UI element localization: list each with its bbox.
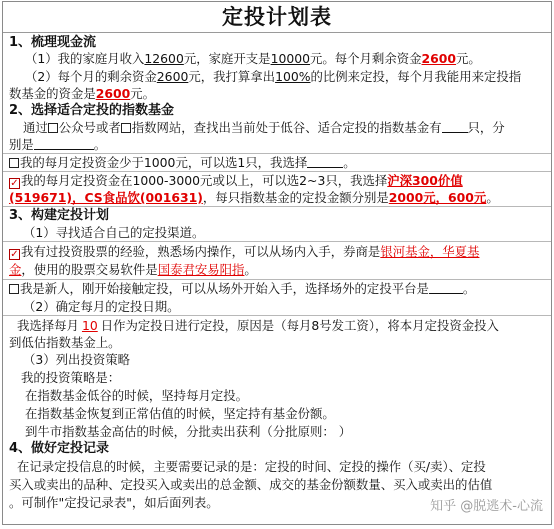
s2-line-2: 别是 。 bbox=[9, 137, 107, 152]
text: 元。 bbox=[130, 86, 156, 101]
trading-app-value: 国泰君安易阳指 bbox=[157, 262, 245, 277]
text: 元，家庭开支是 bbox=[183, 51, 271, 66]
text: 元。每个月剩余资金 bbox=[309, 51, 422, 66]
s3-p2: （2）确定每月的定投日期。 bbox=[23, 299, 180, 314]
section-4-heading: 4、做好定投记录 bbox=[9, 441, 110, 456]
fund-2-value: (519671)，CS食品饮(001631) bbox=[9, 190, 203, 205]
watermark-text: 知乎 @脱逃术-心流 bbox=[430, 499, 543, 514]
text: ，使用的股票交易软件是 bbox=[21, 262, 158, 277]
row-divider bbox=[3, 241, 551, 242]
plan-sheet bbox=[2, 1, 552, 525]
s3-line-9: 我的投资策略是： bbox=[21, 370, 121, 385]
text: ，每只指数基金的定投金额分别是 bbox=[202, 190, 389, 205]
fund-1-value: 沪深300价值 bbox=[387, 173, 463, 188]
checkbox-experienced-checked[interactable]: ✓ bbox=[10, 249, 19, 260]
text: （2）每个月的剩余资金 bbox=[25, 69, 157, 84]
text: 的比例来定投，每个月我能用来定投指 bbox=[310, 69, 522, 84]
text: 。 bbox=[486, 190, 499, 205]
section-1-heading: 1、梳理现金流 bbox=[9, 35, 97, 50]
invest-amount-value: 2600 bbox=[95, 86, 131, 101]
s3-line-4 bbox=[9, 280, 551, 297]
text: 我有过投资股票的经验，熟悉场内操作，可以从场内入手，券商是 bbox=[21, 244, 381, 259]
percent-value: 100% bbox=[275, 69, 311, 84]
broker-value-cont: 金 bbox=[9, 262, 22, 277]
expense-value: 10000 bbox=[270, 51, 310, 66]
text: 元。 bbox=[456, 51, 481, 66]
s2-line-1 bbox=[23, 119, 551, 136]
text: 。 bbox=[244, 262, 257, 277]
s1-line-3 bbox=[9, 85, 551, 102]
text: 公众号或者 bbox=[58, 120, 121, 135]
text: 我的每月定投资金在1000-3000元或以上，可以选2~3只，我选择 bbox=[21, 173, 388, 188]
income-value: 12600 bbox=[144, 51, 184, 66]
single-fund-blank[interactable] bbox=[307, 155, 343, 168]
text: 指数网站，查找出当前处于低谷、适合定投的指数基金有 bbox=[131, 120, 442, 135]
checkbox-newbie[interactable] bbox=[9, 284, 19, 294]
text: 通过 bbox=[23, 120, 48, 135]
text: 元，我打算拿出 bbox=[188, 69, 276, 84]
checkbox-wechat[interactable] bbox=[48, 123, 58, 133]
invest-day-value: 10 bbox=[81, 318, 98, 333]
text: 只，分 bbox=[467, 120, 505, 135]
s4-line-2: 买入或卖出的品种、定投买入或卖出的总金额、成交的基金份额数量、买入或卖出的估值 bbox=[9, 477, 493, 492]
s3-line-3 bbox=[9, 261, 551, 278]
text: 别是 bbox=[9, 137, 34, 152]
surplus-value: 2600 bbox=[421, 51, 456, 66]
watermark bbox=[430, 495, 543, 514]
s2-line-5 bbox=[9, 189, 551, 206]
text: 数基金的资金是 bbox=[9, 86, 96, 101]
fund-names-blank[interactable] bbox=[34, 137, 94, 150]
s3-p1: （1）寻找适合自己的定投渠道。 bbox=[23, 225, 205, 240]
broker-value: 银河基金，华夏基 bbox=[380, 244, 480, 259]
text: 我的每月定投资金少于1000元，可以选1只，我选择 bbox=[20, 155, 308, 170]
s3-p3: （3）列出投资策略 bbox=[23, 352, 131, 367]
text: 日作为定投日进行定投，原因是（每月8号发工资），将本月定投资金投入 bbox=[100, 318, 499, 333]
text: （1）我的家庭月收入 bbox=[25, 51, 145, 66]
text: 。 bbox=[462, 281, 476, 296]
text: 我选择每月 bbox=[17, 318, 79, 333]
s4-line-3: 。可制作"定投记录表"，如后面列表。 bbox=[9, 495, 219, 510]
checkbox-index-site[interactable] bbox=[121, 123, 131, 133]
text: 。 bbox=[343, 155, 356, 170]
s3-line-2 bbox=[9, 243, 551, 260]
s3-line-11: 在指数基金恢复到正常估值的时候，坚定持有基金份额。 bbox=[25, 406, 335, 421]
fund-amounts-value: 2000元，600元 bbox=[388, 190, 487, 205]
section-3-heading: 3、构建定投计划 bbox=[9, 208, 110, 223]
s3-line-10: 在指数基金低谷的时候，坚持每月定投。 bbox=[25, 388, 249, 403]
checkbox-1000-3000-checked[interactable]: ✓ bbox=[10, 178, 19, 189]
row-divider bbox=[3, 315, 551, 316]
fund-count-blank[interactable] bbox=[442, 120, 468, 133]
s2-line-3 bbox=[9, 154, 551, 171]
s4-line-1: 在记录定投信息的时候，主要需要记录的是：定投的时间、定投的操作（买/卖）、定投 bbox=[17, 459, 486, 474]
section-2-heading: 2、选择适合定投的指数基金 bbox=[9, 103, 175, 118]
s3-line-6 bbox=[17, 317, 551, 334]
s1-line-1 bbox=[25, 50, 551, 67]
page-title: 定投计划表 bbox=[3, 2, 551, 33]
s1-line-2 bbox=[25, 68, 551, 85]
text: 我是新人，刚开始接触定投，可以从场外开始入手，选择场外的定投平台是 bbox=[20, 281, 429, 296]
s2-line-4 bbox=[9, 172, 551, 189]
s3-line-12: 到牛市指数基金高估的时候，分批卖出获利（分批原则： ） bbox=[25, 424, 352, 439]
surplus-value-2: 2600 bbox=[156, 69, 189, 84]
checkbox-under-1000[interactable] bbox=[9, 158, 19, 168]
s3-line-7: 到低估指数基金上。 bbox=[9, 335, 121, 350]
platform-blank[interactable] bbox=[429, 281, 463, 294]
